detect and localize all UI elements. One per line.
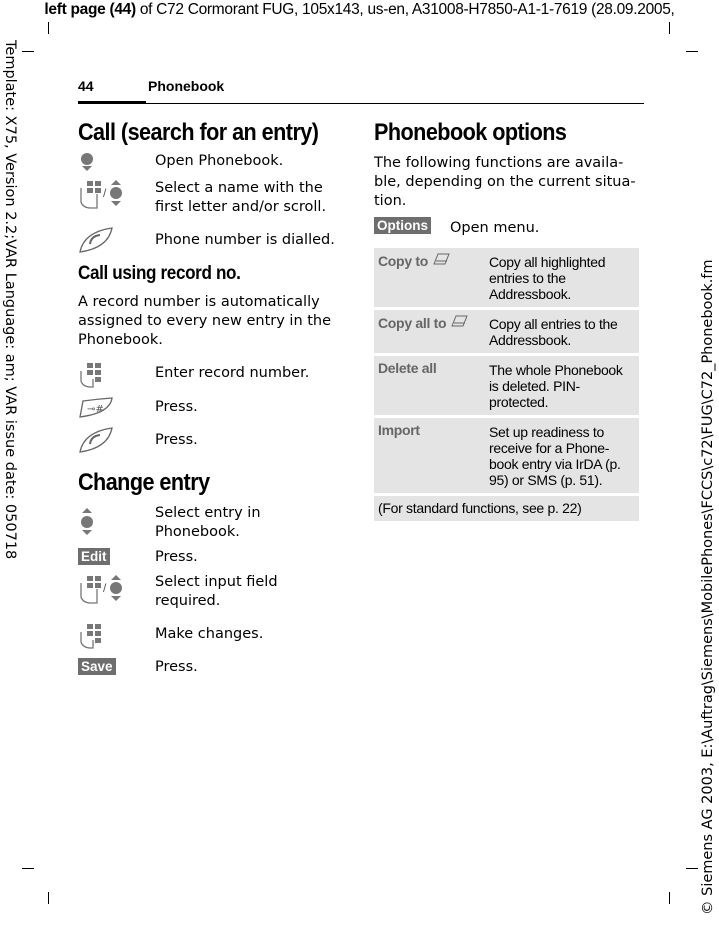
section-heading: Call (search for an entry)	[78, 119, 319, 146]
keypad-joystick-icon	[78, 178, 128, 214]
header-rule	[78, 103, 644, 104]
keypad-joystick-icon	[78, 573, 128, 609]
crop-mark	[22, 868, 34, 869]
step-text: Press.	[155, 399, 198, 415]
step-text: Press.	[155, 549, 198, 565]
table-footnote: (For standard functions, see p. 22)	[374, 496, 639, 521]
subsection-heading: Call using record no.	[78, 263, 241, 284]
joystick-updown-icon	[78, 507, 96, 537]
step-text: Open menu.	[450, 220, 540, 236]
call-key-icon	[78, 226, 114, 254]
option-name: Import	[374, 418, 485, 493]
svg-text:/: /	[103, 581, 107, 595]
option-name	[374, 310, 485, 353]
options-softkey: Options	[374, 217, 431, 234]
option-label: Copy to	[378, 253, 429, 269]
option-label: Copy all to	[378, 315, 447, 331]
crop-mark	[48, 22, 49, 34]
crop-mark	[686, 51, 698, 52]
step-text: Phone number is dialled.	[155, 232, 335, 248]
crop-mark	[669, 892, 670, 904]
hash-key-icon	[78, 397, 114, 419]
keypad-icon	[78, 361, 104, 389]
header-bold: left page (44)	[44, 1, 136, 18]
paragraph: A record number is automatically assigned to every new entry in the Phonebook.	[78, 294, 332, 348]
option-name	[374, 248, 485, 307]
options-table	[374, 245, 639, 524]
step-text: Select a name with the first letter and/or scroll.	[155, 180, 327, 215]
table-row	[374, 310, 639, 353]
option-description: Set up readiness to receive for a Phone-book entry via IrDA (p. 95) or SMS (p. 51).	[485, 418, 639, 493]
step-text: Select entry in Phonebook.	[155, 505, 261, 540]
table-row	[374, 248, 639, 307]
section-heading: Change entry	[78, 469, 210, 496]
svg-text:/: /	[103, 186, 107, 200]
option-description: Copy all highlighted entries to the Addressbook.	[485, 248, 639, 307]
joystick-down-icon	[78, 152, 96, 172]
step-text: Open Phonebook.	[155, 153, 284, 169]
svg-text:⊸#: ⊸#	[87, 404, 104, 415]
option-description: The whole Phonebook is deleted. PIN-protected.	[485, 356, 639, 415]
table-row	[374, 418, 639, 493]
step-text: Press.	[155, 659, 198, 675]
step-text: Enter record number.	[155, 365, 310, 381]
step-text: Select input field required.	[155, 574, 278, 609]
option-description: Copy all entries to the Addressbook.	[485, 310, 639, 353]
step-text: Make changes.	[155, 626, 264, 642]
keypad-icon	[78, 622, 104, 650]
addressbook-icon	[432, 252, 450, 266]
print-header	[0, 1, 719, 19]
section-heading: Phonebook options	[374, 119, 567, 146]
table-row	[374, 356, 639, 415]
page-number: 44	[78, 78, 94, 94]
template-info: Template: X75, Version 2.2;VAR Language: am; VAR issue date: 050718	[2, 40, 18, 560]
crop-mark	[22, 51, 34, 52]
crop-mark	[686, 868, 698, 869]
file-path-info: © Siemens AG 2003, E:\Auftrag\Siemens\MobilePhones\FCCS\c72\FUG\C72_Phonebook.fm	[700, 259, 716, 915]
edit-softkey: Edit	[78, 548, 110, 565]
option-name: Delete all	[374, 356, 485, 415]
crop-mark	[669, 22, 670, 34]
call-key-icon	[78, 426, 114, 454]
page-title: Phonebook	[148, 78, 225, 94]
addressbook-icon	[450, 314, 468, 328]
step-text: Press.	[155, 432, 198, 448]
save-softkey: Save	[78, 658, 116, 675]
table-row	[374, 496, 639, 521]
crop-mark	[48, 892, 49, 904]
paragraph: The following functions are availa-ble, depending on the current situa-tion.	[374, 155, 636, 209]
header-rest: of C72 Cormorant FUG, 105x143, us-en, A31008-H7850-A1-1-7619 (28.09.2005,	[135, 1, 675, 18]
